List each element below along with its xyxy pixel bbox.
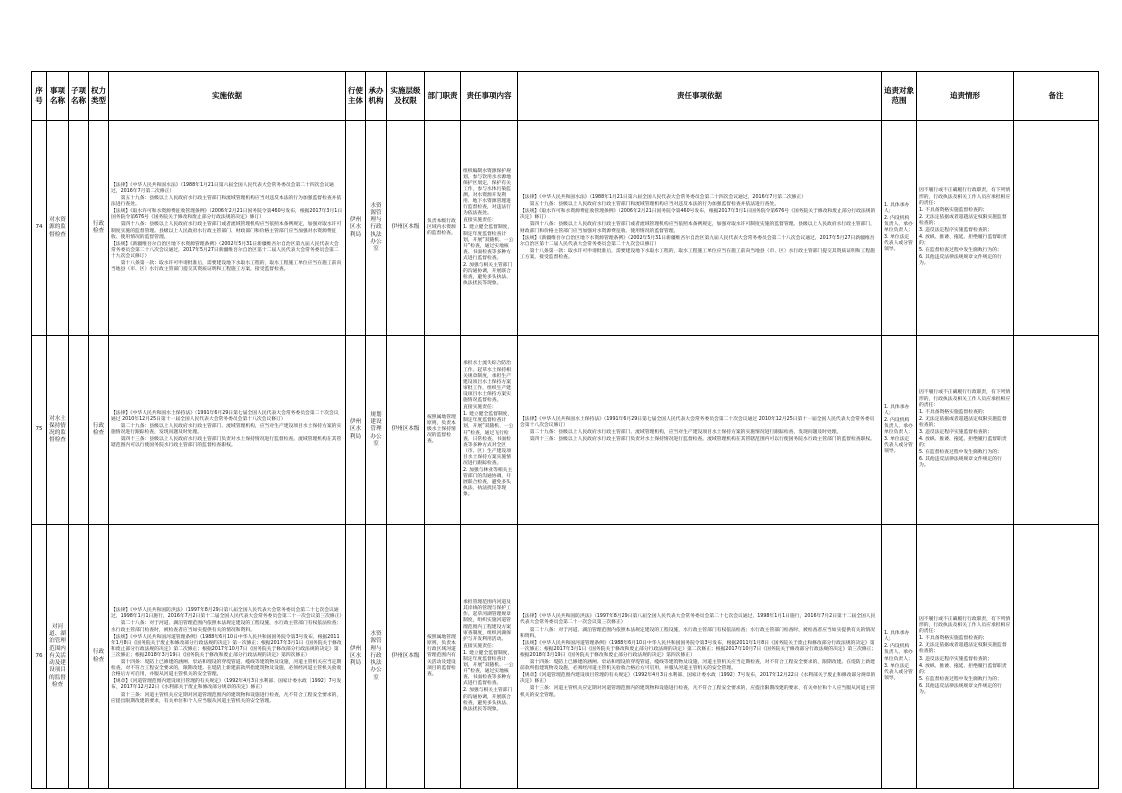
duty-cell: 负责本级行政区域内水资源的监督检查。 bbox=[425, 121, 461, 336]
cell-paragraph: 第二十八条：对于河道、湖泊管理范围内依照本法规定建设的工程设施，水行政主管部门有权依法检查；水行政主管部门检查时，被检查者应当如实提供有关的情况和资料。 bbox=[111, 621, 342, 633]
header-basis: 实施依据 bbox=[109, 72, 346, 121]
header-duty: 部门职责 bbox=[425, 72, 461, 121]
cell-paragraph: 3. 单位法定代表人或分管领导。 bbox=[884, 663, 913, 681]
cell-paragraph: 1. 不具备资格实施监督检查的； bbox=[919, 207, 988, 213]
cell-paragraph: 【法规】《新疆维吾尔自治区地下水资源管理条例》（2002年5月31日新疆维吾尔自治区第九届人民代表大会常务委员会第二十八次会议通过，2017年5月27日新疆维吾尔自治区第十二届人民代表大会常务委员会第二十九次会议修订） bbox=[520, 235, 875, 247]
scope-cell bbox=[882, 121, 917, 336]
cell-paragraph: 第五十九条：县级以上人民政府水行政主管部门和流域管理机构应当对违反本法的行为加强监督检查并依法进行查处。 bbox=[529, 202, 780, 208]
duty-cell: 按照属地管理原则，负责本行政区域河道管理范围内有关活动及建设项目的监督检查。 bbox=[425, 525, 461, 789]
basis-cell bbox=[109, 525, 346, 789]
cell-paragraph: 1. 具体承办人； bbox=[884, 202, 910, 214]
cell-paragraph: 1. 建立健全监督制度，制定年度监督检查计划，开展“双随机、一公开”检查，通过飞行检查、日常检查、书面检查等多种方式对全区（市、区）生产建设项目水土保持方案实施情况进行跟踪检查。 bbox=[463, 412, 514, 466]
cell-paragraph: 第十三条：河道主管机关应定期对河道管理范围内的建筑物和设施进行检查，凡不符合工程安全要求的，应提出限期改建的要求，有关单位和个人应当服从河道主管机关的安全管理。 bbox=[111, 692, 342, 704]
cell-paragraph: 6. 其他违反法律法规规章文件规定的行为。 bbox=[919, 255, 1002, 267]
cell-paragraph: 直接实施责任： bbox=[463, 218, 497, 224]
cell-paragraph: 5. 在监督检查过程中发生腐败行为的； bbox=[919, 676, 1002, 682]
cell-paragraph: 4. 放纵、推诿、拖延、拒绝履行监督职责的； bbox=[919, 437, 1007, 449]
cell-paragraph: 2. 内设机构负责人、承办单位负责人； bbox=[884, 644, 913, 662]
table-row bbox=[32, 525, 1099, 789]
header-subject: 行使主体 bbox=[346, 72, 366, 121]
remark-cell bbox=[1014, 525, 1099, 789]
cell-paragraph: 第十三条：河道主管机关应定期对河道管理范围内的建筑物和设施进行检查，凡不符合工程安全要求的，应提出限期改建的要求，有关单位和个人应当服从河道主管机关的安全管理。 bbox=[520, 686, 875, 698]
cell-paragraph: 6. 其他违反法律法规规章文件规定的行为。 bbox=[919, 683, 1002, 695]
seq-cell: 76 bbox=[32, 525, 47, 789]
table-row bbox=[32, 336, 1099, 525]
cell-paragraph: 第四十八条：县级以上人民政府水行政主管部门或者流域管理机构应当依照本条例规定，加强对取水许可制度实施的监督管理。县级以上人民政府水行政主管部门、财政部门和价格主管部门应当加强对水资源费征收、使用情况的监督管理。 bbox=[520, 222, 875, 234]
responsibility-list-sheet bbox=[31, 71, 1098, 789]
cell-paragraph: 1. 不具备资格实施监督检查的； bbox=[919, 636, 988, 642]
seq-cell: 75 bbox=[32, 336, 47, 525]
cell-paragraph: 直接实施责任： bbox=[463, 643, 497, 649]
cell-paragraph: 第十八条第一款：取水许可申请批准后，需要建设地下水取水工程的，取水工程施工单位应当在施工前向当地县（市、区）水行政主管部门提交其资质证明和工程施工方案，接受监督检查。 bbox=[520, 248, 875, 260]
cell-paragraph: 直接实施责任： bbox=[463, 405, 497, 411]
situations-cell bbox=[917, 336, 1014, 525]
cell-paragraph: 第二十八条：对于河道、湖泊管理范围内依照本法规定建设的工程设施，水行政主管部门有权依法检查；水行政主管部门检查时，被检查者应当如实提供有关的情况和资料。 bbox=[520, 627, 875, 639]
cell-paragraph: 承担水土流失综合防治工作。起草水土保持相关规章制度，承担生产建设项目水土保持方案审批工作，组织生产建设项目水土保持方案实施情况监督检查。 bbox=[463, 361, 511, 404]
power-type-cell: 行政检查 bbox=[89, 121, 109, 336]
cell-paragraph: 3. 违反法定程序实施监督检查的； bbox=[919, 656, 993, 662]
cell-paragraph: 【法律】《中华人民共和国防洪法》（1997年8月29日第八届全国人民代表大会常务委员会第二十七次会议通过，1998年1月1日施行，2016年7月2日第十二届全国人民代表大会常务委员会第二十一次会议第三次修正） bbox=[520, 614, 876, 626]
cell-paragraph: 第四十三条：县级以上人民政府水行政主管部门负责对水土保持情况进行监督检查。流域管理机构在其管辖范围内可以行使国务院水行政主管部门的监督检查职权。 bbox=[529, 437, 875, 443]
cell-paragraph: 3. 违反法定程序实施监督检查的； bbox=[919, 228, 993, 233]
cell-paragraph: 【规章】《河道管理范围内建设项目管理的有关规定》（1992年4月3日水利部、国家计委水政〔1992〕7号发布，2017年12月22日《水利部关于废止和修改部分规章的决定》修正） bbox=[111, 679, 342, 691]
situations-cell bbox=[917, 525, 1014, 789]
cell-paragraph: 【法规】《新疆维吾尔自治区地下水资源管理条例》（2002年5月31日新疆维吾尔自治区第九届人民代表大会常务委员会第二十八次会议通过，2017年5月27日新疆维吾尔自治区第十二届人民代表大会常务委员会第二十九次会议修订） bbox=[111, 241, 339, 259]
basis-cell bbox=[109, 121, 346, 336]
header-situations: 追责情形 bbox=[917, 72, 1014, 121]
cell-paragraph: 1. 不具备资格实施监督检查的； bbox=[919, 409, 988, 415]
situations-cell bbox=[917, 121, 1014, 336]
header-seq: 序号 bbox=[32, 72, 47, 121]
header-org: 承办机构 bbox=[366, 72, 387, 121]
cell-paragraph: 【法律】《中华人民共和国水土保持法》（1991年6月29日第七届全国人民代表大会常务委员会第二十次会议通过 2010年12月25日第十一届全国人民代表大会常务委员会第十八次会议修订） bbox=[111, 410, 339, 422]
remark-cell bbox=[1014, 336, 1099, 525]
item-name-cell: 对水土保持情况的监督检查 bbox=[47, 336, 69, 525]
content-cell bbox=[461, 336, 518, 525]
cell-paragraph: 2. 无法定依据或者超越法定权限实施监督检查的； bbox=[919, 643, 1007, 655]
org-cell: 水资源管理与行政执法办公室 bbox=[366, 525, 387, 789]
cell-paragraph: 2. 无法定依据或者超越法定权限实施监督检查的； bbox=[919, 214, 1007, 226]
cell-paragraph: 5. 在监督检查过程中发生腐败行为的； bbox=[919, 450, 1002, 456]
cell-paragraph: 第二十九条：县级以上人民政府水行政主管部门、流域管理机构，应当对生产建设项目水土保持方案的实施情况进行跟踪检查，发现问题及时处理。 bbox=[529, 430, 842, 435]
table-row bbox=[32, 121, 1099, 336]
duty-cell: 按照属地管理原则，负责本级水土保持情况的监督检查。 bbox=[425, 336, 461, 525]
content-cell bbox=[461, 525, 518, 789]
cell-paragraph: 组织编制水资源保护规划，参与饮用水水源地保护区划定，保护有关工作，参与水体污染监测。对水资源开发利用、地下水资源管理进行监督检查，对违法行为依法查处。 bbox=[463, 168, 511, 217]
org-cell: 水资源管理与行政执法办公室 bbox=[366, 121, 387, 336]
cell-paragraph: 第十八条第一款：取水许可申请批准后，需要建设地下水取水工程的，取水工程施工单位应当在施工前向当地县（市、区）水行政主管部门提交其资质证明和工程施工方案，接受监督检查。 bbox=[111, 260, 342, 273]
cell-paragraph: 1. 建立健全监督制度，制定年度监督检查计划，开展“双随机、一公开”检查，通过实地核查、书面检查等多种方式进行监督检查。 bbox=[463, 225, 514, 261]
cell-paragraph: 3. 违反法定程序实施监督检查的； bbox=[919, 430, 993, 435]
cell-paragraph: 2. 加强与相关主管部门的沟通协调，开展联合检查，避免多头执法、执法扰民等现象。 bbox=[463, 263, 513, 287]
cell-paragraph: 第十四条：堤防上已修建的涵闸、泵站和埋设的穿堤管道、缆线等建筑物及设施，河道主管机关应当定期检查，对不符合工程安全要求的，限期改建。在堤防上新建前款所指建筑物及设施，必须经河道主管机关验收合格后方可启用，并服从河道主管机关的安全管理。 bbox=[520, 660, 875, 672]
seq-cell: 74 bbox=[32, 121, 47, 336]
cell-paragraph: 1. 具体承办人； bbox=[884, 404, 910, 416]
subject-cell: 伊州区水利局 bbox=[346, 525, 366, 789]
cell-paragraph: 6. 其他违反法律法规规章文件规定的行为。 bbox=[919, 457, 1002, 469]
cell-paragraph: 因不履行或不正确履行行政职责，有下列情形的，行政执法及相关工作人员应承担相应的责任： bbox=[919, 616, 1011, 635]
header-content: 责任事项内容 bbox=[461, 72, 518, 121]
header-scope: 追责对象范围 bbox=[882, 72, 917, 121]
level-cell: 伊州区本级 bbox=[387, 121, 425, 336]
cell-paragraph: 【法律】《中华人民共和国水土保持法》（1991年6月29日第七届全国人民代表大会常务委员会第二十次会议通过 2010年12月25日第十一届全国人民代表大会常务委员会第十八次会议修订） bbox=[520, 416, 875, 428]
header-sub-item: 子项名称 bbox=[69, 72, 89, 121]
cell-paragraph: 第四十三条：县级以上人民政府水行政主管部门负责对水土保持情况进行监督检查。流域管理机构在其管辖范围内可以行使国务院水行政主管部门的监督检查职权。 bbox=[111, 437, 342, 449]
cell-paragraph: 第五十九条：县级以上人民政府水行政主管部门和流域管理机构应当对违反本法的行为加强监督检查并依法进行查处。 bbox=[111, 196, 342, 208]
cell-paragraph: 5. 在监督检查过程中发生腐败行为的； bbox=[919, 248, 1002, 254]
resp-basis-cell bbox=[518, 525, 882, 789]
header-resp-basis: 责任事项依据 bbox=[518, 72, 882, 121]
sub-item-cell bbox=[69, 121, 89, 336]
cell-paragraph: 【法律】《中华人民共和国防洪法》（1997年8月29日第八届全国人民代表大会常务委员会第二十七次会议通过，1998年1月1日施行，2016年7月2日第十二届全国人民代表大会常务委员会第二十一次会议第三次修正） bbox=[111, 608, 345, 620]
level-cell: 伊州区本级 bbox=[387, 336, 425, 525]
cell-paragraph: 2. 内设机构负责人、承办单位负责人； bbox=[884, 215, 913, 233]
level-cell: 伊州区本级 bbox=[387, 525, 425, 789]
item-name-cell: 对水资源的监督检查 bbox=[47, 121, 69, 336]
cell-paragraph: 第十四条：堤防上已修建的涵闸、泵站和埋设的穿堤管道、缆线等建筑物及设施，河道主管机关应当定期检查，对不符合工程安全要求的，限期改建。在堤防上新建前款所指建筑物及设施，必须经河道主管机关验收合格后方可启用，并服从河道主管机关的安全管理。 bbox=[111, 660, 342, 678]
cell-paragraph: 2. 加强与林业等相关主管部门的沟通协调，开展联合检查，避免多头执法、执法扰民等现象。 bbox=[463, 468, 513, 498]
cell-paragraph: 【规章】《河道管理范围内建设项目管理的有关规定》（1992年4月3日水利部、国家计委水政〔1992〕7号发布，2017年12月22日《水利部关于废止和修改部分规章的决定》修正） bbox=[520, 673, 876, 685]
org-cell: 规划建设管理办公室 bbox=[366, 336, 387, 525]
resp-basis-cell bbox=[518, 121, 882, 336]
cell-paragraph: 2. 内设机构负责人、承办单位负责人； bbox=[884, 417, 913, 435]
cell-paragraph: 【法规】《中华人民共和国河道管理条例》（1988年6月10日中华人民共和国国务院令第3号发布，根据2011年1月8日《国务院关于废止和修改部分行政法规的决定》第一次修正；根据2017年3月1日《国务院关于修改和废止部分行政法规的决定》第二次修正；根据2017年10月7日《国务院关于修改部分行政法规的决定》第三次修正；根据2018年3月19日《国务院关于修改和废止部分行政法规的决定》第四次修正） bbox=[520, 640, 877, 658]
scope-cell bbox=[882, 525, 917, 789]
header-level: 实施层级及权限 bbox=[387, 72, 425, 121]
cell-paragraph: 3. 单位法定代表人或分管领导。 bbox=[884, 235, 913, 253]
cell-paragraph: 2. 加强与相关主管部门的沟通协调，开展联合检查，避免多头执法、执法扰民等现象。 bbox=[463, 688, 513, 712]
subject-cell: 伊州区水利局 bbox=[346, 336, 366, 525]
cell-paragraph: 2. 无法定依据或者超越法定权限实施监督检查的； bbox=[919, 416, 1007, 428]
cell-paragraph: 【法规】《中华人民共和国河道管理条例》（1988年6月10日中华人民共和国国务院令第3号发布，根据2011年1月8日《国务院关于废止和修改部分行政法规的决定》第一次修正；根据2017年3月1日《国务院关于修改和废止部分行政法规的决定》第二次修正；根据2017年10月7日《国务院关于修改部分行政法规的决定》第三次修正；根据2018年3月19日《国务院关于修改和废止部分行政法规的决定》第四次修正） bbox=[111, 634, 342, 658]
cell-paragraph: 【法律】《中华人民共和国水法》（1988年1月21日第六届全国人民代表大会常务委员会第二十四次会议通过，2016年7月第二次修正） bbox=[111, 182, 334, 194]
header-power-type: 权力类型 bbox=[89, 72, 109, 121]
sub-item-cell bbox=[69, 525, 89, 789]
subject-cell: 伊州区水利局 bbox=[346, 121, 366, 336]
scope-cell bbox=[882, 336, 917, 525]
cell-paragraph: 第二十九条：县级以上人民政府水行政主管部门、流域管理机构，应当对生产建设项目水土保持方案的实施情况进行跟踪检查，发现问题及时处理。 bbox=[111, 423, 342, 435]
header-remark: 备注 bbox=[1014, 72, 1099, 121]
power-type-cell: 行政检查 bbox=[89, 525, 109, 789]
cell-paragraph: 第四十八条：县级以上人民政府水行政主管部门或者流域管理机构应当依照本条例规定，加强对取水许可制度实施的监督管理。县级以上人民政府水行政主管部门、财政部门和价格主管部门应当加强对水资源费征收、使用情况的监督管理。 bbox=[111, 222, 342, 240]
cell-paragraph: 承担管理范围内河道及其岸线的管理与保护工作。起草河湖管理规章制度，组织实施河道管理范围内工程建设方案审查制度，组织河湖保护与开发利用活动。 bbox=[463, 600, 511, 642]
sub-item-cell bbox=[69, 336, 89, 525]
cell-paragraph: 【法规】《取水许可和水资源费征收管理条例》（2006年2月21日国务院令第460号发布，根据2017年3月1日国务院令第676号《国务院关于修改和废止部分行政法规的决定》修订） bbox=[111, 209, 343, 221]
header-row bbox=[32, 72, 1099, 121]
cell-paragraph: 1. 建立健全监督制度，制定年度监督检查计划，开展“双随机、一公开”检查，通过实地核查、书面检查等多种方式进行监督检查。 bbox=[463, 650, 514, 687]
cell-paragraph: 4. 放纵、推诿、拖延、拒绝履行监督职责的； bbox=[919, 663, 1007, 675]
responsibility-table bbox=[31, 71, 1099, 789]
basis-cell bbox=[109, 336, 346, 525]
item-name-cell: 对河道、湖泊管理范围内有关活动及建设项目的监督检查 bbox=[47, 525, 69, 789]
content-cell bbox=[461, 121, 518, 336]
cell-paragraph: 1. 具体承办人； bbox=[884, 631, 910, 643]
remark-cell bbox=[1014, 121, 1099, 336]
power-type-cell: 行政检查 bbox=[89, 336, 109, 525]
cell-paragraph: 3. 单位法定代表人或分管领导。 bbox=[884, 437, 913, 455]
cell-paragraph: 4. 放纵、推诿、拖延、拒绝履行监督职责的； bbox=[919, 235, 1007, 247]
cell-paragraph: 因不履行或不正确履行行政职责，有下列情形的，行政执法及相关工作人员应承担相应的责任： bbox=[919, 390, 1011, 408]
cell-paragraph: 【法律】《中华人民共和国水法》（1988年1月21日第六届全国人民代表大会常务委员会第二十四次会议通过，2016年7月第二次修正） bbox=[520, 195, 807, 201]
resp-basis-cell bbox=[518, 336, 882, 525]
cell-paragraph: 因不履行或不正确履行行政职责，有下列情形的，行政执法及相关工作人员应承担相应的责任： bbox=[919, 188, 1011, 206]
cell-paragraph: 【法规】《取水许可和水资源费征收管理条例》（2006年2月21日国务院令第460号发布，根据2017年3月1日国务院令第676号《国务院关于修改和废止部分行政法规的决定》修订） bbox=[520, 209, 876, 221]
header-item-name: 事项名称 bbox=[47, 72, 69, 121]
